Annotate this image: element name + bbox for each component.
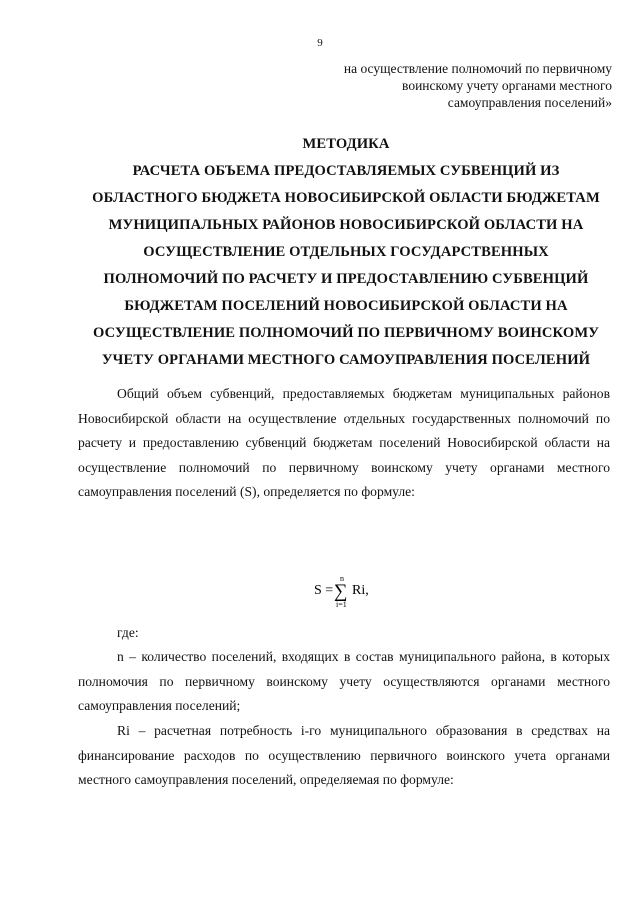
sum-formula	[0, 572, 640, 612]
formula-term: Ri,	[352, 583, 369, 598]
formula-sigma: ∑	[334, 581, 348, 602]
formula-lower-limit: i=1	[336, 600, 347, 609]
header-line: воинскому учету органами местного	[402, 78, 612, 93]
title-line: ПОЛНОМОЧИЙ ПО РАСЧЕТУ И ПРЕДОСТАВЛЕНИЮ СУБВЕНЦИЙ	[103, 271, 589, 287]
header-reference	[282, 60, 612, 111]
formula-svg	[300, 572, 400, 612]
title-line: ОБЛАСТНОГО БЮДЖЕТА НОВОСИБИРСКОЙ ОБЛАСТИ БЮДЖЕТАМ	[92, 190, 600, 206]
intro-paragraph: Общий объем субвенций, предоставляемых бюджетам муниципальных районов Новосибирской области на осуществление отдельных государственных полномочий по расчету и предоставлению субвенций бюджетам поселений Новосибирской области на осуществление полномочий по первичному воинскому учету органами местного самоуправления поселений (S), определяется по формуле:	[78, 386, 610, 499]
title-line: МЕТОДИКА	[302, 136, 390, 152]
formula-upper-limit: n	[340, 574, 344, 583]
where-label: где:	[117, 625, 139, 640]
definition-ri: Ri – расчетная потребность i-го муниципального образования в средствах на финансирование расходов по осуществлению первичного воинского учета органами местного самоуправления поселений, определяемая по формуле:	[78, 723, 610, 787]
title-line: ОСУЩЕСТВЛЕНИЕ ПОЛНОМОЧИЙ ПО ПЕРВИЧНОМУ ВОИНСКОМУ	[92, 325, 600, 341]
title-line: РАСЧЕТА ОБЪЕМА ПРЕДОСТАВЛЯЕМЫХ СУБВЕНЦИЙ ИЗ	[132, 163, 560, 179]
definition-n: n – количество поселений, входящих в состав муниципального района, в которых полномочия по первичному воинскому учету осуществляются органами местного самоуправления поселений;	[78, 649, 610, 713]
formula-lhs: S =	[314, 583, 334, 598]
header-line: самоуправления поселений»	[447, 95, 612, 110]
header-line: на осуществление полномочий по первичному	[343, 61, 612, 76]
title-line: БЮДЖЕТАМ ПОСЕЛЕНИЙ НОВОСИБИРСКОЙ ОБЛАСТИ НА	[124, 298, 568, 314]
document-title	[66, 131, 626, 374]
title-line: УЧЕТУ ОРГАНАМИ МЕСТНОГО САМОУПРАВЛЕНИЯ ПОСЕЛЕНИЙ	[101, 352, 591, 368]
title-line: ОСУЩЕСТВЛЕНИЕ ОТДЕЛЬНЫХ ГОСУДАРСТВЕННЫХ	[143, 244, 549, 260]
title-line: МУНИЦИПАЛЬНЫХ РАЙОНОВ НОВОСИБИРСКОЙ ОБЛАСТИ НА	[108, 217, 584, 233]
page-number: 9	[317, 37, 323, 49]
